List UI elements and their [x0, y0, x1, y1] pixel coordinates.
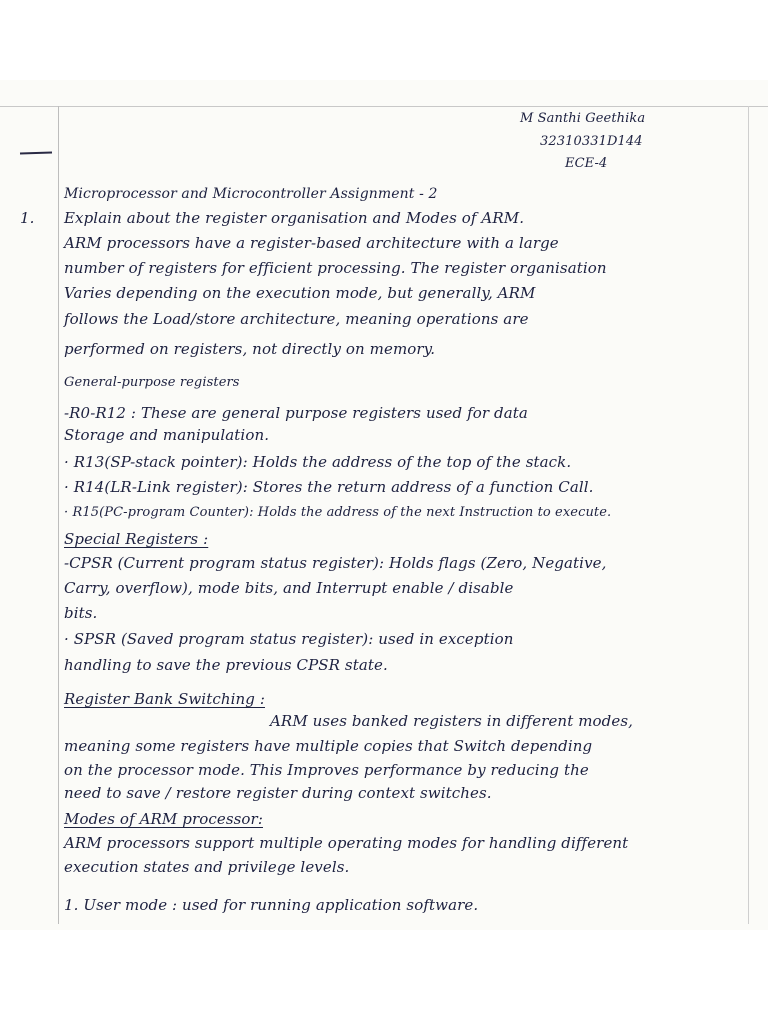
body-line: ARM processors have a register-based architecture with a large: [64, 234, 559, 252]
left-margin-line: [58, 106, 59, 924]
question-text: Explain about the register organisation and Modes of ARM.: [64, 209, 525, 227]
body-line: -CPSR (Current program status register): Holds flags (Zero, Negative,: [64, 554, 607, 572]
section-heading-special-registers: Special Registers :: [64, 530, 209, 548]
body-line: performed on registers, not directly on memory.: [64, 340, 436, 358]
student-roll-number: 32310331D144: [540, 134, 643, 149]
body-line: ARM uses banked registers in different modes,: [270, 712, 633, 730]
body-line: need to save / restore register during context switches.: [64, 784, 492, 802]
body-line: meaning some registers have multiple copies that Switch depending: [64, 737, 593, 755]
body-line: ARM processors support multiple operating modes for handling different: [64, 834, 629, 852]
section-heading-modes-of-arm: Modes of ARM processor:: [64, 810, 263, 828]
right-margin-line: [748, 106, 749, 924]
body-line: · SPSR (Saved program status register): used in exception: [64, 630, 514, 648]
body-line: · R13(SP-stack pointer): Holds the address of the top of the stack.: [64, 453, 572, 471]
student-class: ECE-4: [565, 156, 608, 171]
body-line: · R15(PC-program Counter): Holds the address of the next Instruction to execute.: [64, 505, 612, 520]
top-ruling-line: [0, 106, 768, 107]
body-line: number of registers for efficient processing. The register organisation: [64, 259, 607, 277]
assignment-title: Microprocessor and Microcontroller Assignment - 2: [64, 186, 438, 202]
body-line: execution states and privilege levels.: [64, 858, 350, 876]
section-heading-register-bank-switching: Register Bank Switching :: [64, 690, 265, 708]
body-line: Varies depending on the execution mode, but generally, ARM: [64, 284, 536, 302]
body-line: on the processor mode. This Improves performance by reducing the: [64, 761, 589, 779]
body-line: -R0-R12 : These are general purpose registers used for data: [64, 404, 528, 422]
body-line: Storage and manipulation.: [64, 426, 270, 444]
student-name: M Santhi Geethika: [520, 111, 646, 126]
body-line: · R14(LR-Link register): Stores the return address of a function Call.: [64, 478, 594, 496]
body-line-user-mode: 1. User mode : used for running application software.: [64, 896, 479, 914]
body-line: Carry, overflow), mode bits, and Interrupt enable / disable: [64, 579, 514, 597]
body-line: handling to save the previous CPSR state.: [64, 656, 388, 674]
question-number: 1.: [20, 209, 35, 227]
section-heading-general-purpose: General-purpose registers: [64, 375, 240, 390]
body-line: follows the Load/store architecture, meaning operations are: [64, 310, 529, 328]
body-line: bits.: [64, 604, 98, 622]
